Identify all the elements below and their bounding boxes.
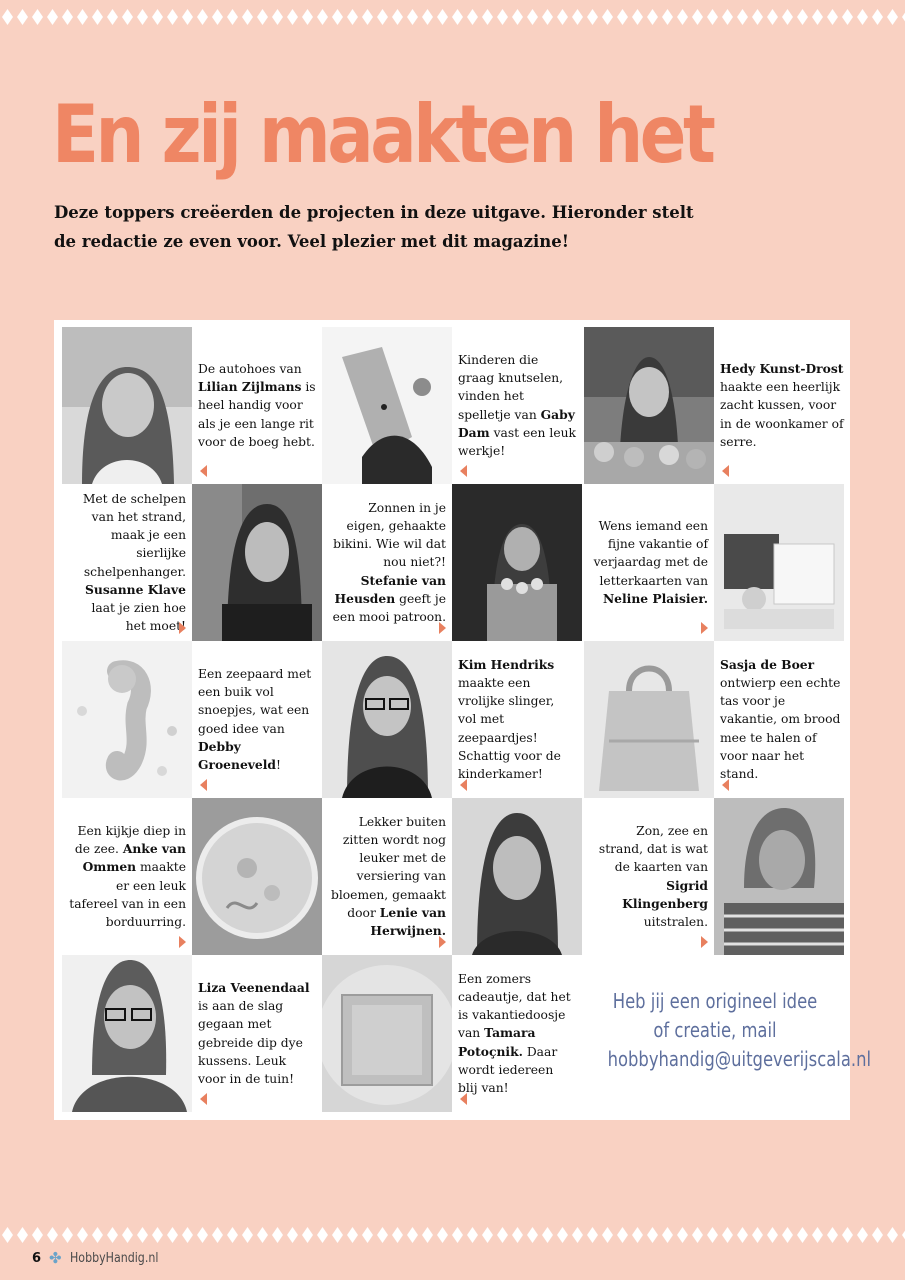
contributor-name: Kim Hendriks	[458, 656, 555, 672]
photo-kim-hendriks	[322, 641, 452, 798]
caption-stefanie-van-heusden: Zonnen in je eigen, gehaakte bikini. Wie wil dat nou niet?! Stefanie van Heusden geeft je een mooi patroon.	[322, 484, 452, 641]
arrow-right-icon	[701, 936, 708, 948]
photo-gift-box	[322, 955, 452, 1112]
photo-letter-cards	[714, 484, 844, 641]
caption-sigrid-klingenberg: Zon, zee en strand, dat is wat de kaarten van Sigrid Klingenberg uitstralen.	[584, 798, 714, 955]
caption-susanne-klave: Met de schelpen van het strand, maak je een sierlijke schelpenhanger. Susanne Klave laat je zien hoe het moet!	[82, 491, 186, 634]
contributor-name: Tamara Potoçnik.	[458, 1025, 536, 1059]
caption-gaby-dam: Kinderen die graag knutselen, vinden het spelletje van Gaby Dam vast een leuk werkje!	[452, 327, 582, 484]
arrow-right-icon	[179, 936, 186, 948]
caption-lenie-van-herwijnen: Lekker buiten zitten wordt nog leuker met de versiering van bloemen, gemaakt door Lenie van Herwijnen.	[322, 798, 452, 955]
photo-lenie-van-herwijnen	[452, 798, 582, 955]
arrow-left-icon	[722, 465, 729, 477]
photo-susanne-klave	[192, 484, 322, 641]
photo-beach-bag	[584, 641, 714, 798]
arrow-left-icon	[460, 465, 467, 477]
contributor-name: Sasja de Boer	[720, 656, 815, 672]
top-diamond-border	[0, 6, 905, 28]
bottom-diamond-border	[0, 1224, 905, 1246]
contact-line-2: of creatie, mail	[653, 1017, 777, 1042]
arrow-right-icon	[439, 622, 446, 634]
contributor-name: Debby Groeneveld	[198, 738, 277, 772]
arrow-left-icon	[200, 465, 207, 477]
contributor-name: Stefanie van Heusden	[334, 572, 446, 606]
contributor-name: Lenie van Herwijnen.	[370, 904, 446, 938]
arrow-right-icon	[439, 936, 446, 948]
arrow-right-icon	[701, 622, 708, 634]
caption-lilian-zijlmans: De autohoes van Lilian Zijlmans is heel handig voor als je een lange rit voor de boeg hebt.	[192, 327, 322, 484]
photo-lilian-zijlmans	[62, 327, 192, 484]
contributor-name: Sigrid Klingenberg	[622, 877, 708, 911]
contributor-name: Hedy Kunst-Drost	[720, 360, 844, 376]
contributor-name: Liza Veenendaal	[198, 979, 310, 995]
page-subtitle: Deze toppers creëerden de projecten in deze uitgave. Hieronder stelt de redactie ze even voor. Veel plezier met dit magazine!	[54, 203, 694, 251]
arrow-left-icon	[200, 1093, 207, 1105]
contributor-name: Lilian Zijlmans	[198, 379, 302, 395]
arrow-left-icon	[460, 779, 467, 791]
photo-gaby-dam-project	[322, 327, 452, 484]
footer-site: HobbyHandig.nl	[69, 1250, 159, 1266]
contributor-name: Gaby Dam	[458, 406, 575, 440]
caption-debby-groeneveld: Een zeepaard met een buik vol snoepjes, wat een goed idee van Debby Groeneveld!	[192, 641, 322, 798]
caption-liza-veenendaal: Liza Veenendaal is aan de slag gegaan met gebreide dip dye kussens. Leuk voor in de tuin!	[192, 955, 322, 1112]
contributor-name: Neline Plaisier.	[602, 590, 708, 606]
caption-hedy-kunst-drost: Hedy Kunst-Drost haakte een heerlijk zacht kussen, voor in de woonkamer of serre.	[714, 327, 850, 484]
contact-callout	[607, 955, 872, 1105]
contact-email[interactable]: hobbyhandig@uitgeverijscala.nl	[607, 1046, 872, 1071]
photo-liza-veenendaal	[62, 955, 192, 1112]
contact-line-1: Heb jij een origineel idee	[612, 988, 818, 1013]
photo-embroidery-hoop	[192, 798, 322, 955]
arrow-left-icon	[722, 779, 729, 791]
photo-seahorse	[62, 641, 192, 798]
page-title: En zij maakten het	[52, 88, 713, 181]
photo-stefanie-van-heusden	[452, 484, 582, 641]
caption-tamara-potocnik: Een zomers cadeautje, dat het is vakantiedoosje van Tamara Potoçnik. Daar wordt iedereen blij van!	[452, 955, 582, 1112]
arrow-right-icon	[179, 622, 186, 634]
photo-hedy-kunst-drost	[584, 327, 714, 484]
caption-kim-hendriks: Kim Hendriks maakte een vrolijke slinger, vol met zeepaardjes! Schattig voor de kinderkamer!	[452, 641, 582, 798]
caption-neline-plaisier: Wens iemand een fijne vakantie of verjaardag met de letterkaarten van Neline Plaisier.	[584, 484, 714, 641]
contributors-grid	[54, 320, 872, 1120]
clover-icon: ✤	[49, 1249, 62, 1267]
contributor-name: Susanne Klave	[85, 581, 186, 597]
contributor-name: Anke van Ommen	[82, 841, 186, 875]
arrow-left-icon	[200, 779, 207, 791]
page-number: 6	[32, 1250, 42, 1266]
photo-sigrid-klingenberg	[714, 798, 844, 955]
page-footer	[32, 1249, 174, 1267]
caption-sasja-de-boer: Sasja de Boer ontwierp een echte tas voor je vakantie, om brood mee te halen of voor naar het stand.	[714, 641, 850, 798]
caption-anke-van-ommen: Een kijkje diep in de zee. Anke van Ommen maakte er een leuk tafereel van in een borduurring.	[62, 798, 192, 955]
arrow-left-icon	[460, 1093, 467, 1105]
